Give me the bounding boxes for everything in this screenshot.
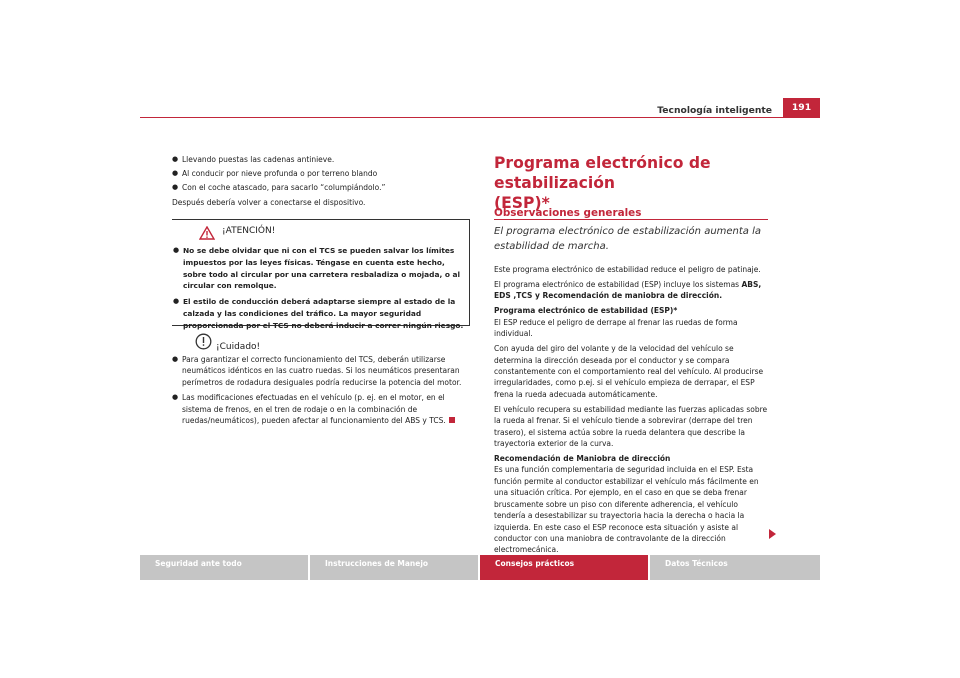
caution-title: ¡Cuidado! (216, 342, 261, 352)
section-title-line: Programa electrónico de estabilización (494, 154, 711, 192)
paragraph-heading: Programa electrónico de estabilidad (ESP)* (494, 306, 678, 316)
warning-triangle-icon (199, 225, 215, 244)
paragraph: Es una función complementaria de seguridad incluida en el ESP. Esta función permite al conductor estabilizar el vehículo más fácilmente en una situación crítica. Por ejemplo, en el caso en que se deba frenar bruscamente sobre un piso con diferente adherencia, el vehículo tendería a desestabilizar su trayectoria hacia la derecha o hacia la izquierda. En este caso el ESP reconoce esta situación y asiste al conductor con una maniobra de contravolante de la dirección electromecánica. (494, 465, 759, 555)
page-number: 191 (783, 98, 820, 117)
footer-tab-seguridad[interactable]: Seguridad ante todo (140, 555, 308, 580)
paragraph: El ESP reduce el peligro de derrape al frenar las ruedas de forma individual. (494, 317, 738, 339)
warning-title: ¡ATENCIÓN! (222, 226, 276, 236)
end-of-section-icon (449, 417, 455, 423)
warning-item: ● No se debe olvidar que ni con el TCS se pueden salvar los límites impuestos por las leyes físicas. Téngase en cuenta este hecho, sobre todo al circular por una carretera resbaladiza o mojada, o al circular con remolque. (173, 245, 466, 292)
after-text: Después debería volver a conectarse el dispositivo. (172, 198, 366, 208)
list-item: ● Con el coche atascado, para sacarlo “columpiándolo.” (172, 182, 467, 193)
paragraph: Con ayuda del giro del volante y de la velocidad del vehículo se determina la dirección deseada por el conductor y se compara constantemente con el comportamiento real del vehículo. Al producirse irregularidades, como p.ej. si el vehículo empieza de derrapar, el ESP frena la rueda adecuada automáticamente. (494, 344, 764, 399)
caution-item-text: Las modificaciones efectuadas en el vehículo (p. ej. en el motor, en el sistema de frenos, en el tren de rodaje o en la combinación de ruedas/neumáticos), pueden afectar al funcionamiento del ABS y TCS. (182, 393, 446, 426)
paragraph (494, 279, 770, 302)
footer-tab-datos[interactable]: Datos Técnicos (650, 555, 820, 580)
footer-tab-instrucciones[interactable]: Instrucciones de Manejo (310, 555, 478, 580)
list-item: ● Al conducir por nieve profunda o por terreno blando (172, 168, 467, 179)
warning-item: ● El estilo de conducción deberá adaptarse siempre al estado de la calzada y las condiciones del tráfico. La mayor seguridad proporcionada por el TCS no deberá inducir a correr ningún riesgo. (173, 296, 466, 331)
subsection-title: Observaciones generales (494, 207, 642, 219)
caution-item (172, 392, 468, 426)
subsection-rule (494, 219, 768, 220)
running-header-title: Tecnología inteligente (657, 105, 772, 116)
body-text (494, 264, 770, 559)
caution-item: ● Para garantizar el correcto funcionamiento del TCS, deberán utilizarse neumáticos idénticos en las cuatro ruedas. Si los neumáticos presentaran perímetros de rodadura desiguales podría reducirse la potencia del motor. (172, 354, 468, 388)
header-rule (140, 117, 820, 118)
paragraph-text: El programa electrónico de estabilidad (ESP) incluye los sistemas (494, 280, 742, 289)
tcs-off-conditions (172, 154, 467, 211)
paragraph: Este programa electrónico de estabilidad reduce el peligro de patinaje. (494, 265, 761, 274)
paragraph: El vehículo recupera su estabilidad mediante las fuerzas aplicadas sobre la rueda al frenar. Si el vehículo tiende a sobrevirar (derrape del tren trasero), el sistema actúa sobre la rueda delantera que describe la trayectoria exterior de la curva. (494, 404, 768, 449)
caution-body (172, 354, 468, 430)
lead-paragraph: El programa electrónico de estabilización aumenta la estabilidad de marcha. (494, 226, 762, 252)
continue-arrow-icon (768, 525, 777, 544)
warning-body (173, 245, 466, 336)
section-title-line: (ESP)* (494, 194, 550, 212)
footer-tab-consejos[interactable]: Consejos prácticos (480, 555, 648, 580)
section-title (494, 153, 794, 213)
list-item: ● Llevando puestas las cadenas antinieve. (172, 154, 467, 165)
caution-icon (195, 333, 212, 354)
paragraph-heading: Recomendación de Maniobra de dirección (494, 454, 671, 464)
paragraph-bold: ABS, EDS ,TCS y Recomendación de maniobra de dirección. (494, 280, 762, 301)
